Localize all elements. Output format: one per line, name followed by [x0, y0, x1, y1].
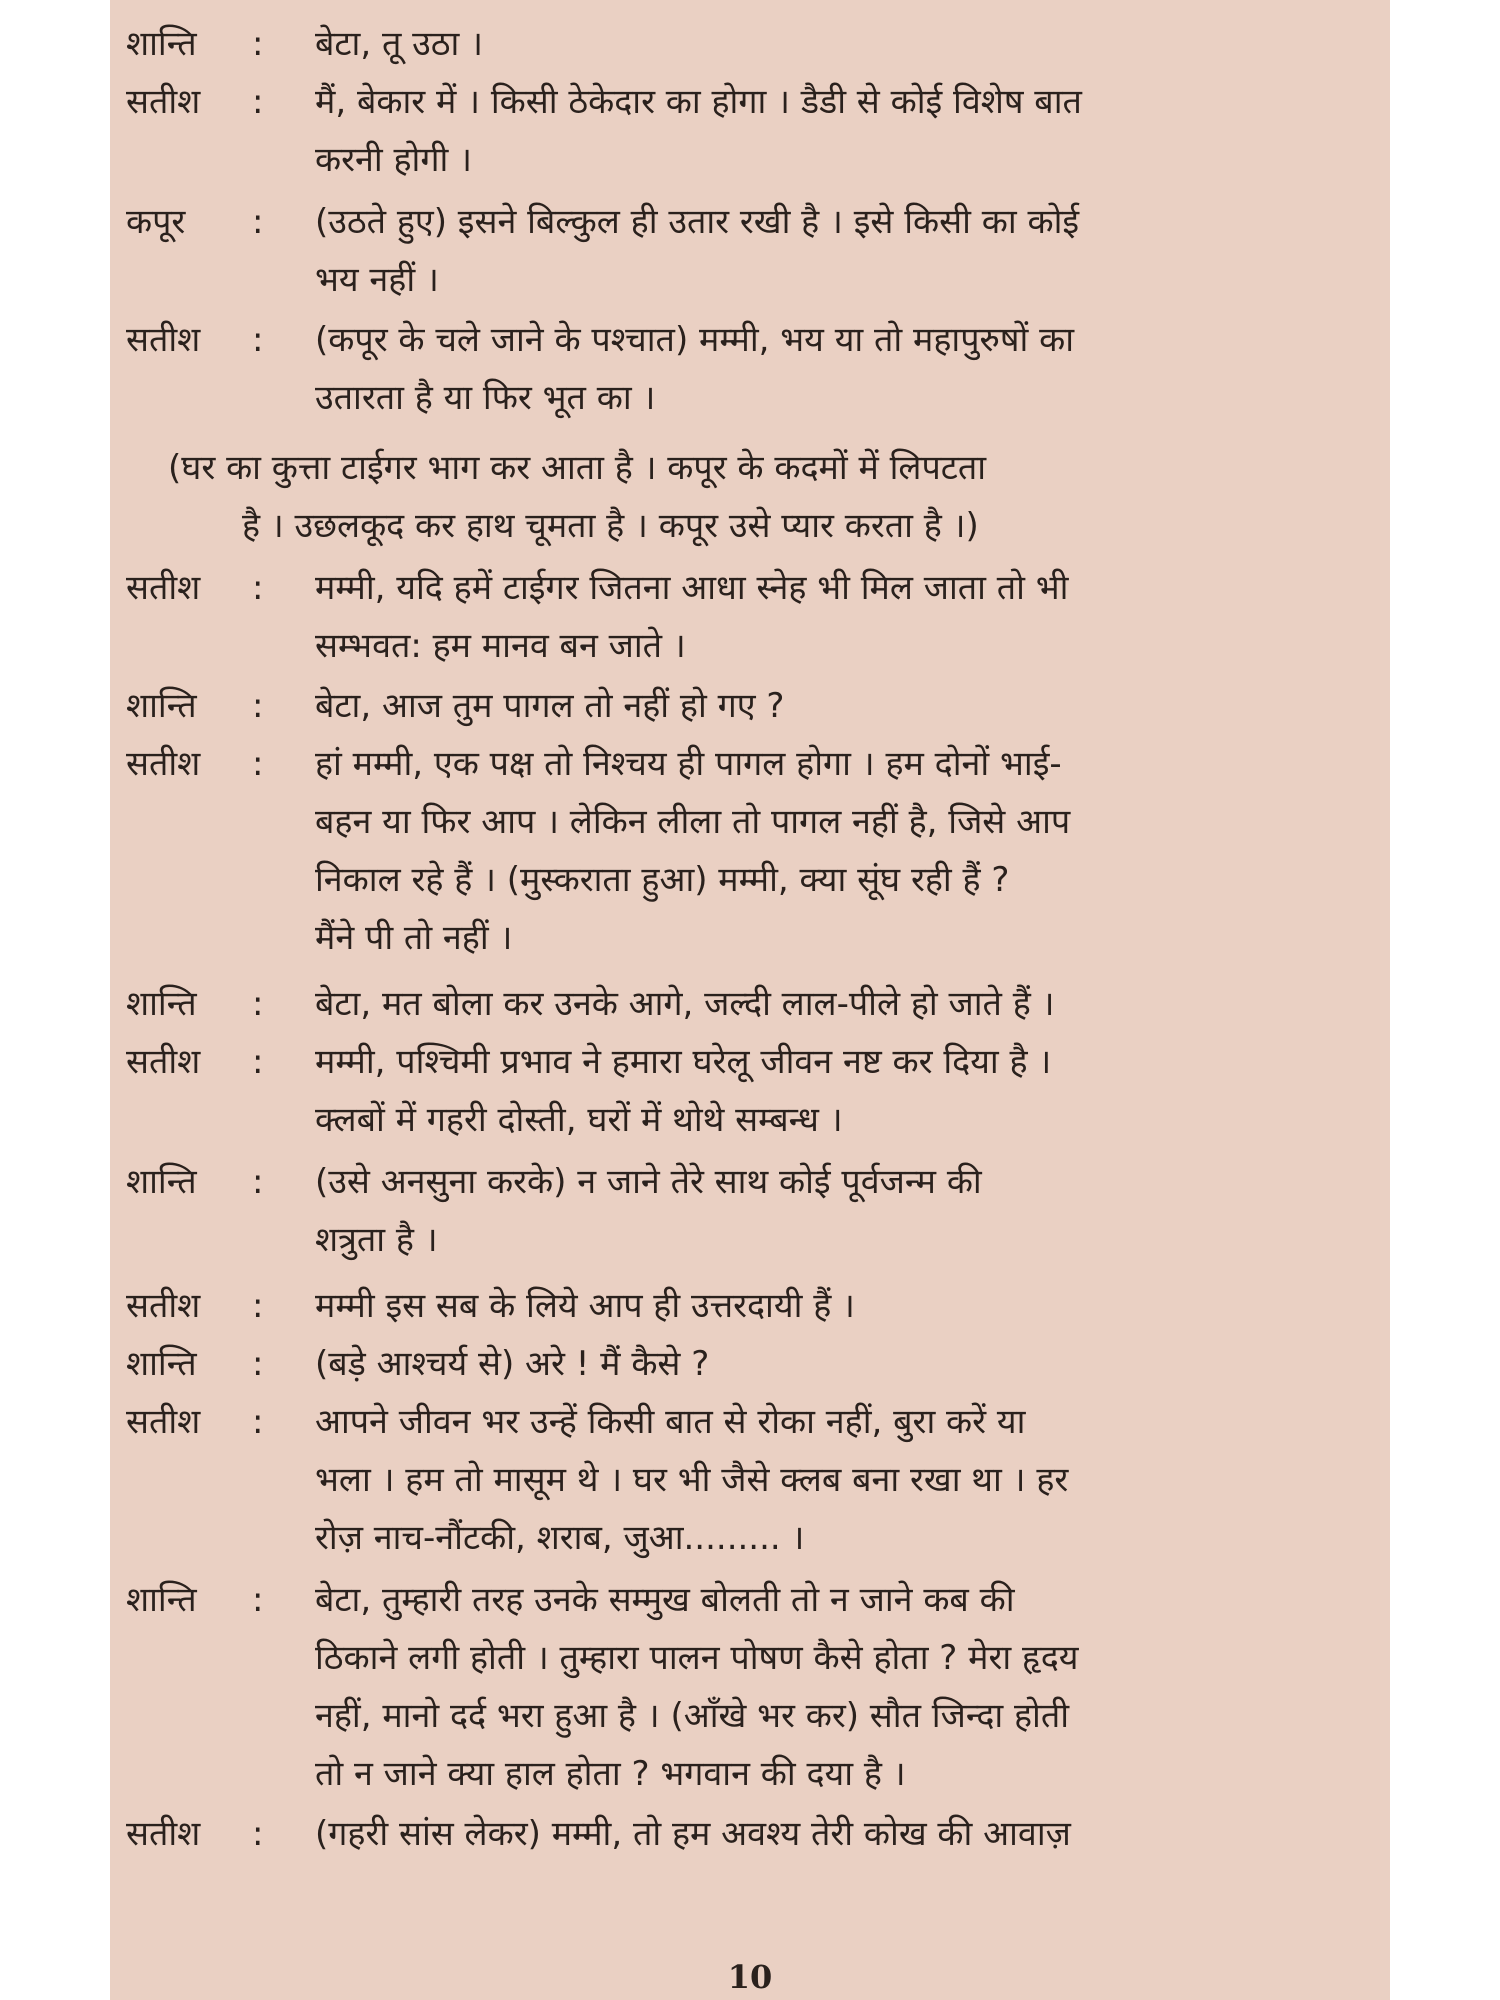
dialogue-line: मम्मी, यदि हमें टाईगर जितना आधा स्नेह भी मिल जाता तो भी	[315, 568, 1069, 608]
dialogue-line: आपने जीवन भर उन्हें किसी बात से रोका नहीं, बुरा करें या	[315, 1402, 1026, 1442]
speaker-name: सतीश	[126, 82, 201, 122]
dialogue-line: नहीं, मानो दर्द भरा हुआ है । (आँखे भर कर) सौत जिन्दा होती	[315, 1696, 1070, 1736]
dialogue-line: बेटा, आज तुम पागल तो नहीं हो गए ?	[315, 686, 785, 726]
speaker-name: शान्ति	[126, 1162, 197, 1202]
book-page	[110, 0, 1390, 2000]
speaker-colon: :	[252, 1286, 264, 1326]
speaker-colon: :	[252, 686, 264, 726]
speaker-colon: :	[252, 82, 264, 122]
speaker-colon: :	[252, 320, 264, 360]
dialogue-line: शत्रुता है ।	[315, 1220, 438, 1260]
dialogue-line: बहन या फिर आप । लेकिन लीला तो पागल नहीं है, जिसे आप	[315, 802, 1071, 842]
speaker-colon: :	[252, 744, 264, 784]
dialogue-line: भय नहीं ।	[315, 260, 439, 300]
dialogue-line: भला । हम तो मासूम थे । घर भी जैसे क्लब बना रखा था । हर	[315, 1460, 1069, 1500]
dialogue-line: मैं, बेकार में । किसी ठेकेदार का होगा । डैडी से कोई विशेष बात	[315, 82, 1082, 122]
speaker-name: सतीश	[126, 320, 201, 360]
speaker-name: शान्ति	[126, 984, 197, 1024]
speaker-colon: :	[252, 202, 264, 242]
dialogue-line: (उसे अनसुना करके) न जाने तेरे साथ कोई पूर्वजन्म की	[315, 1162, 982, 1202]
speaker-name: शान्ति	[126, 1580, 197, 1620]
dialogue-line: मम्मी इस सब के लिये आप ही उत्तरदायी हैं ।	[315, 1286, 855, 1326]
speaker-name: सतीश	[126, 1286, 201, 1326]
speaker-colon: :	[252, 1344, 264, 1384]
speaker-name: सतीश	[126, 568, 201, 608]
dialogue-line: क्लबों में गहरी दोस्ती, घरों में थोथे सम्बन्ध ।	[315, 1100, 843, 1140]
speaker-colon: :	[252, 568, 264, 608]
dialogue-line: मम्मी, पश्चिमी प्रभाव ने हमारा घरेलू जीवन नष्ट कर दिया है ।	[315, 1042, 1052, 1082]
speaker-name: सतीश	[126, 1814, 201, 1854]
speaker-name: शान्ति	[126, 686, 197, 726]
dialogue-line: उतारता है या फिर भूत का ।	[315, 378, 656, 418]
speaker-name: शान्ति	[126, 24, 197, 64]
dialogue-line: तो न जाने क्या हाल होता ? भगवान की दया है ।	[315, 1754, 906, 1794]
speaker-colon: :	[252, 24, 264, 64]
speaker-colon: :	[252, 1162, 264, 1202]
speaker-colon: :	[252, 1814, 264, 1854]
dialogue-line: मैंने पी तो नहीं ।	[315, 918, 513, 958]
stage-direction-line: है । उछलकूद कर हाथ चूमता है । कपूर उसे प्यार करता है ।)	[242, 506, 979, 546]
dialogue-line: (कपूर के चले जाने के पश्चात) मम्मी, भय या तो महापुरुषों का	[315, 320, 1075, 360]
dialogue-line: सम्भवत: हम मानव बन जाते ।	[315, 626, 686, 666]
dialogue-line: निकाल रहे हैं । (मुस्कराता हुआ) मम्मी, क्या सूंघ रही हैं ?	[315, 860, 1010, 900]
dialogue-line: रोज़ नाच-नौंटकी, शराब, जुआ......... ।	[315, 1518, 805, 1558]
page-number: 10	[727, 1958, 773, 1996]
speaker-name: सतीश	[126, 1042, 201, 1082]
speaker-name: शान्ति	[126, 1344, 197, 1384]
speaker-colon: :	[252, 1402, 264, 1442]
dialogue-line: (उठते हुए) इसने बिल्कुल ही उतार रखी है । इसे किसी का कोई	[315, 202, 1080, 242]
speaker-colon: :	[252, 1580, 264, 1620]
dialogue-line: बेटा, तुम्हारी तरह उनके सम्मुख बोलती तो न जाने कब की	[315, 1580, 1015, 1620]
speaker-name: कपूर	[126, 202, 186, 242]
speaker-name: सतीश	[126, 1402, 201, 1442]
dialogue-line: हां मम्मी, एक पक्ष तो निश्चय ही पागल होगा । हम दोनों भाई-	[315, 744, 1062, 784]
speaker-colon: :	[252, 1042, 264, 1082]
dialogue-line: करनी होगी ।	[315, 140, 473, 180]
dialogue-line: ठिकाने लगी होती । तुम्हारा पालन पोषण कैसे होता ? मेरा हृदय	[315, 1638, 1079, 1678]
dialogue-line: बेटा, तू उठा ।	[315, 24, 484, 64]
dialogue-line: बेटा, मत बोला कर उनके आगे, जल्दी लाल-पीले हो जाते हैं ।	[315, 984, 1055, 1024]
speaker-name: सतीश	[126, 744, 201, 784]
speaker-colon: :	[252, 984, 264, 1024]
dialogue-line: (गहरी सांस लेकर) मम्मी, तो हम अवश्य तेरी कोख की आवाज़	[315, 1814, 1071, 1854]
stage-direction-line: (घर का कुत्ता टाईगर भाग कर आता है । कपूर के कदमों में लिपटता	[168, 448, 987, 488]
dialogue-line: (बड़े आश्चर्य से) अरे ! मैं कैसे ?	[315, 1344, 710, 1384]
